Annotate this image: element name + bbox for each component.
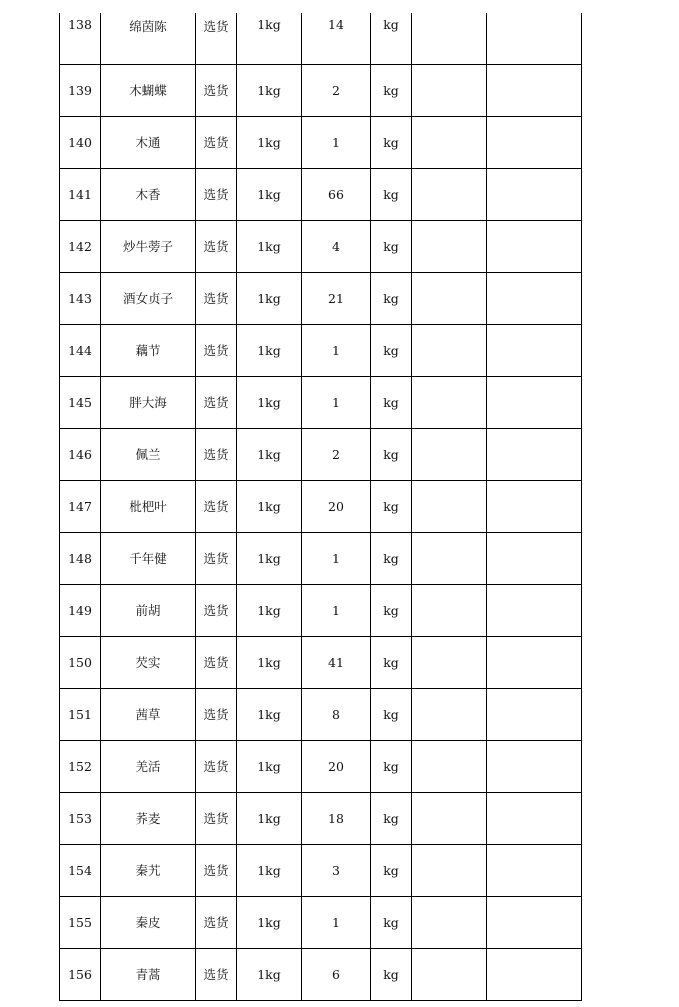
row-number-cell: 143 bbox=[60, 272, 101, 324]
herb-name-cell: 酒女贞子 bbox=[101, 272, 196, 324]
amount-cell bbox=[487, 480, 582, 532]
unit-cell: kg bbox=[371, 168, 412, 220]
table-row bbox=[60, 532, 582, 584]
unit-cell: kg bbox=[371, 220, 412, 272]
price-cell bbox=[412, 168, 487, 220]
grade-cell: 选货 bbox=[196, 272, 237, 324]
table-row bbox=[60, 324, 582, 376]
unit-cell: kg bbox=[371, 532, 412, 584]
row-number-cell: 146 bbox=[60, 428, 101, 480]
quantity-cell: 1 bbox=[302, 896, 371, 948]
table-row bbox=[60, 376, 582, 428]
spec-cell: 1kg bbox=[237, 324, 302, 376]
quantity-cell: 41 bbox=[302, 636, 371, 688]
quantity-cell: 18 bbox=[302, 792, 371, 844]
amount-cell bbox=[487, 13, 582, 64]
grade-cell: 选货 bbox=[196, 116, 237, 168]
herb-name-cell: 木通 bbox=[101, 116, 196, 168]
spec-cell: 1kg bbox=[237, 740, 302, 792]
unit-cell: kg bbox=[371, 13, 412, 64]
herb-name-cell: 木香 bbox=[101, 168, 196, 220]
quantity-cell: 1 bbox=[302, 324, 371, 376]
quantity-cell: 66 bbox=[302, 168, 371, 220]
grade-cell: 选货 bbox=[196, 220, 237, 272]
row-number-cell: 151 bbox=[60, 688, 101, 740]
row-number-cell: 148 bbox=[60, 532, 101, 584]
amount-cell bbox=[487, 584, 582, 636]
amount-cell bbox=[487, 376, 582, 428]
herb-name-cell: 秦皮 bbox=[101, 896, 196, 948]
quantity-cell: 20 bbox=[302, 480, 371, 532]
row-number-cell: 150 bbox=[60, 636, 101, 688]
quantity-cell: 8 bbox=[302, 688, 371, 740]
table-row bbox=[60, 64, 582, 116]
amount-cell bbox=[487, 116, 582, 168]
amount-cell bbox=[487, 844, 582, 896]
quantity-cell: 1 bbox=[302, 376, 371, 428]
spec-cell: 1kg bbox=[237, 272, 302, 324]
herb-name-cell: 羌活 bbox=[101, 740, 196, 792]
unit-cell: kg bbox=[371, 844, 412, 896]
table-row bbox=[60, 844, 582, 896]
herb-name-cell: 木蝴蝶 bbox=[101, 64, 196, 116]
grade-cell: 选货 bbox=[196, 792, 237, 844]
price-cell bbox=[412, 272, 487, 324]
spec-cell: 1kg bbox=[237, 948, 302, 1000]
herb-name-cell: 炒牛蒡子 bbox=[101, 220, 196, 272]
spec-cell: 1kg bbox=[237, 636, 302, 688]
grade-cell: 选货 bbox=[196, 948, 237, 1000]
table-row bbox=[60, 740, 582, 792]
herb-name-cell: 藕节 bbox=[101, 324, 196, 376]
price-cell bbox=[412, 428, 487, 480]
quantity-cell: 1 bbox=[302, 584, 371, 636]
row-number-cell: 141 bbox=[60, 168, 101, 220]
price-cell bbox=[412, 740, 487, 792]
spec-cell: 1kg bbox=[237, 532, 302, 584]
row-number-cell: 147 bbox=[60, 480, 101, 532]
herb-name-cell: 胖大海 bbox=[101, 376, 196, 428]
spec-cell: 1kg bbox=[237, 480, 302, 532]
quantity-cell: 6 bbox=[302, 948, 371, 1000]
amount-cell bbox=[487, 896, 582, 948]
grade-cell: 选货 bbox=[196, 636, 237, 688]
price-cell bbox=[412, 64, 487, 116]
table-row bbox=[60, 584, 582, 636]
grade-cell: 选货 bbox=[196, 532, 237, 584]
row-number-cell: 154 bbox=[60, 844, 101, 896]
table-row bbox=[60, 896, 582, 948]
price-cell bbox=[412, 844, 487, 896]
row-number-cell: 139 bbox=[60, 64, 101, 116]
grade-cell: 选货 bbox=[196, 480, 237, 532]
herb-name-cell: 秦艽 bbox=[101, 844, 196, 896]
price-cell bbox=[412, 584, 487, 636]
unit-cell: kg bbox=[371, 688, 412, 740]
unit-cell: kg bbox=[371, 740, 412, 792]
row-number-cell: 140 bbox=[60, 116, 101, 168]
amount-cell bbox=[487, 168, 582, 220]
spec-cell: 1kg bbox=[237, 844, 302, 896]
quantity-cell: 4 bbox=[302, 220, 371, 272]
spec-cell: 1kg bbox=[237, 116, 302, 168]
unit-cell: kg bbox=[371, 948, 412, 1000]
amount-cell bbox=[487, 272, 582, 324]
grade-cell: 选货 bbox=[196, 13, 237, 64]
herb-name-cell: 芡实 bbox=[101, 636, 196, 688]
quantity-cell: 2 bbox=[302, 64, 371, 116]
price-cell bbox=[412, 220, 487, 272]
price-cell bbox=[412, 688, 487, 740]
row-number-cell: 152 bbox=[60, 740, 101, 792]
grade-cell: 选货 bbox=[196, 168, 237, 220]
herb-name-cell: 青蒿 bbox=[101, 948, 196, 1000]
grade-cell: 选货 bbox=[196, 688, 237, 740]
amount-cell bbox=[487, 636, 582, 688]
unit-cell: kg bbox=[371, 480, 412, 532]
unit-cell: kg bbox=[371, 116, 412, 168]
unit-cell: kg bbox=[371, 896, 412, 948]
unit-cell: kg bbox=[371, 376, 412, 428]
quantity-cell: 21 bbox=[302, 272, 371, 324]
amount-cell bbox=[487, 688, 582, 740]
quantity-cell: 20 bbox=[302, 740, 371, 792]
row-number-cell: 138 bbox=[60, 13, 101, 64]
quantity-cell: 1 bbox=[302, 532, 371, 584]
price-cell bbox=[412, 116, 487, 168]
price-cell bbox=[412, 324, 487, 376]
herb-name-cell: 茜草 bbox=[101, 688, 196, 740]
table-row bbox=[60, 220, 582, 272]
row-number-cell: 156 bbox=[60, 948, 101, 1000]
price-cell bbox=[412, 13, 487, 64]
price-cell bbox=[412, 636, 487, 688]
amount-cell bbox=[487, 220, 582, 272]
unit-cell: kg bbox=[371, 272, 412, 324]
grade-cell: 选货 bbox=[196, 584, 237, 636]
grade-cell: 选货 bbox=[196, 324, 237, 376]
unit-cell: kg bbox=[371, 584, 412, 636]
grade-cell: 选货 bbox=[196, 64, 237, 116]
grade-cell: 选货 bbox=[196, 376, 237, 428]
grade-cell: 选货 bbox=[196, 740, 237, 792]
unit-cell: kg bbox=[371, 324, 412, 376]
table-row bbox=[60, 792, 582, 844]
table-row bbox=[60, 116, 582, 168]
price-cell bbox=[412, 792, 487, 844]
amount-cell bbox=[487, 948, 582, 1000]
herb-name-cell: 佩兰 bbox=[101, 428, 196, 480]
herb-name-cell: 绵茵陈 bbox=[101, 13, 196, 64]
table-body bbox=[60, 13, 582, 1000]
herb-name-cell: 荞麦 bbox=[101, 792, 196, 844]
price-cell bbox=[412, 480, 487, 532]
table-row bbox=[60, 480, 582, 532]
herb-name-cell: 枇杷叶 bbox=[101, 480, 196, 532]
row-number-cell: 144 bbox=[60, 324, 101, 376]
unit-cell: kg bbox=[371, 64, 412, 116]
quantity-cell: 2 bbox=[302, 428, 371, 480]
table-row bbox=[60, 688, 582, 740]
spec-cell: 1kg bbox=[237, 220, 302, 272]
herb-inventory-table bbox=[59, 13, 582, 1001]
amount-cell bbox=[487, 64, 582, 116]
unit-cell: kg bbox=[371, 636, 412, 688]
table-row bbox=[60, 428, 582, 480]
spec-cell: 1kg bbox=[237, 168, 302, 220]
spec-cell: 1kg bbox=[237, 896, 302, 948]
table-row bbox=[60, 168, 582, 220]
amount-cell bbox=[487, 428, 582, 480]
spec-cell: 1kg bbox=[237, 584, 302, 636]
spec-cell: 1kg bbox=[237, 428, 302, 480]
spec-cell: 1kg bbox=[237, 376, 302, 428]
unit-cell: kg bbox=[371, 792, 412, 844]
quantity-cell: 14 bbox=[302, 13, 371, 64]
grade-cell: 选货 bbox=[196, 844, 237, 896]
table-row bbox=[60, 272, 582, 324]
price-cell bbox=[412, 896, 487, 948]
price-cell bbox=[412, 948, 487, 1000]
row-number-cell: 155 bbox=[60, 896, 101, 948]
grade-cell: 选货 bbox=[196, 896, 237, 948]
amount-cell bbox=[487, 324, 582, 376]
row-number-cell: 153 bbox=[60, 792, 101, 844]
price-cell bbox=[412, 376, 487, 428]
price-cell bbox=[412, 532, 487, 584]
unit-cell: kg bbox=[371, 428, 412, 480]
herb-name-cell: 前胡 bbox=[101, 584, 196, 636]
spec-cell: 1kg bbox=[237, 792, 302, 844]
quantity-cell: 3 bbox=[302, 844, 371, 896]
row-number-cell: 145 bbox=[60, 376, 101, 428]
row-number-cell: 142 bbox=[60, 220, 101, 272]
amount-cell bbox=[487, 740, 582, 792]
herb-name-cell: 千年健 bbox=[101, 532, 196, 584]
spec-cell: 1kg bbox=[237, 13, 302, 64]
quantity-cell: 1 bbox=[302, 116, 371, 168]
spec-cell: 1kg bbox=[237, 688, 302, 740]
amount-cell bbox=[487, 792, 582, 844]
amount-cell bbox=[487, 532, 582, 584]
row-number-cell: 149 bbox=[60, 584, 101, 636]
table-row bbox=[60, 948, 582, 1000]
table-row bbox=[60, 636, 582, 688]
grade-cell: 选货 bbox=[196, 428, 237, 480]
table-row bbox=[60, 13, 582, 64]
spec-cell: 1kg bbox=[237, 64, 302, 116]
